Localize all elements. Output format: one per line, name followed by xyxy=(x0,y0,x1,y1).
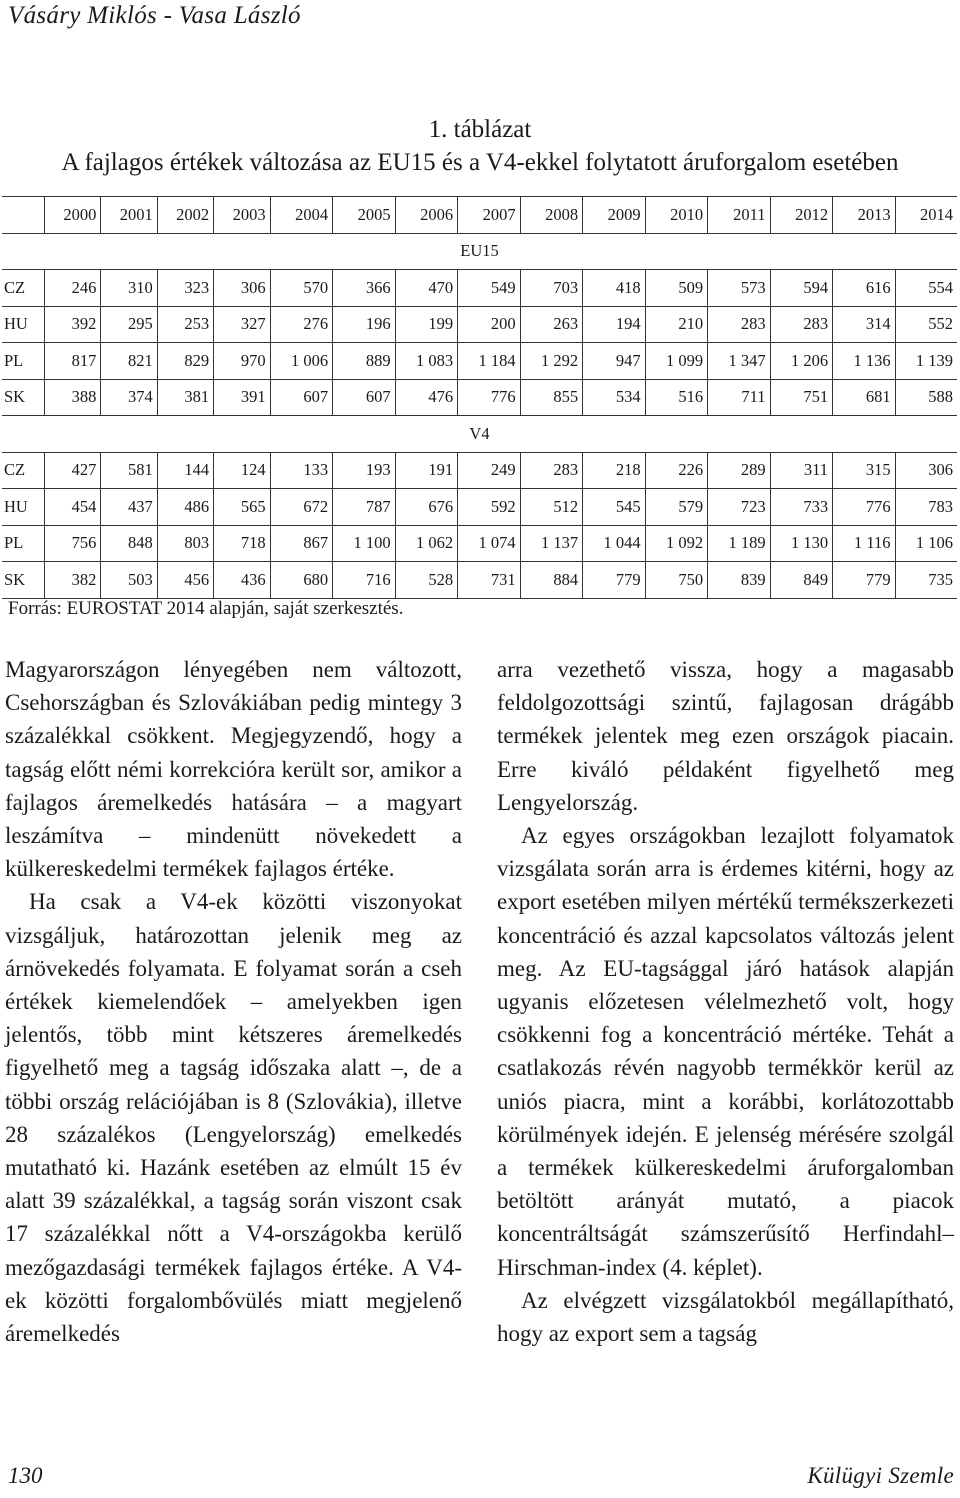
value-cell: 1 292 xyxy=(520,343,583,380)
value-cell: 779 xyxy=(833,562,896,599)
year-header: 2005 xyxy=(333,197,396,234)
value-cell: 382 xyxy=(45,562,101,599)
section-label: EU15 xyxy=(2,233,957,270)
country-code: HU xyxy=(2,306,45,343)
value-cell: 839 xyxy=(708,562,771,599)
value-cell: 607 xyxy=(270,379,333,416)
value-cell: 1 044 xyxy=(583,525,646,562)
value-cell: 1 137 xyxy=(520,525,583,562)
value-cell: 681 xyxy=(833,379,896,416)
value-cell: 1 139 xyxy=(895,343,957,380)
body-paragraph: Az elvégzett vizsgálatokból megállapítható, hogy az export sem a tagság xyxy=(497,1287,954,1347)
country-code: CZ xyxy=(2,270,45,307)
value-cell: 276 xyxy=(270,306,333,343)
year-header: 2002 xyxy=(157,197,213,234)
value-cell: 534 xyxy=(583,379,646,416)
value-cell: 718 xyxy=(214,525,270,562)
data-table xyxy=(2,196,957,599)
value-cell: 787 xyxy=(333,489,396,526)
value-cell: 579 xyxy=(645,489,708,526)
value-cell: 565 xyxy=(214,489,270,526)
value-cell: 723 xyxy=(708,489,771,526)
country-code: PL xyxy=(2,343,45,380)
year-header: 2014 xyxy=(895,197,957,234)
table-row xyxy=(2,452,957,489)
year-header: 2009 xyxy=(583,197,646,234)
value-cell: 124 xyxy=(214,452,270,489)
table-row xyxy=(2,562,957,599)
value-cell: 751 xyxy=(770,379,833,416)
value-cell: 392 xyxy=(45,306,101,343)
value-cell: 848 xyxy=(101,525,157,562)
year-header: 2011 xyxy=(708,197,771,234)
table-row xyxy=(2,489,957,526)
value-cell: 144 xyxy=(157,452,213,489)
value-cell: 592 xyxy=(458,489,521,526)
body-paragraph: Az egyes országokban lezajlott folyamatok vizsgálata során arra is érdemes kitérni, hogy az export esetében milyen mértékű termékszerkezeti koncentráció és azzal kapcsolatos változás jelent meg. Az EU-tagsággal járó hatások alapján ugyanis előzetesen vélelmezhető volt, hogy csökkenni fog a koncentráció mértéke. Tehát a csatlakozás révén nagyobb termékkör kerül az uniós piacra, mint a korábbi, korlátozottabb körülmények idején. E jelenség mérésére szolgál a termékek külkereskedelmi áruforgalomban betöltött arányát mutató, a piacok koncentráltságát számszerűsítő Herfindahl–Hirschman-index (4. képlet). xyxy=(497,823,954,1280)
value-cell: 456 xyxy=(157,562,213,599)
value-cell: 676 xyxy=(395,489,458,526)
country-code: PL xyxy=(2,525,45,562)
value-cell: 750 xyxy=(645,562,708,599)
value-cell: 783 xyxy=(895,489,957,526)
year-header: 2001 xyxy=(101,197,157,234)
value-cell: 306 xyxy=(895,452,957,489)
value-cell: 391 xyxy=(214,379,270,416)
value-cell: 218 xyxy=(583,452,646,489)
value-cell: 246 xyxy=(45,270,101,307)
value-cell: 374 xyxy=(101,379,157,416)
value-cell: 427 xyxy=(45,452,101,489)
value-cell: 311 xyxy=(770,452,833,489)
value-cell: 306 xyxy=(214,270,270,307)
value-cell: 437 xyxy=(101,489,157,526)
value-cell: 803 xyxy=(157,525,213,562)
value-cell: 1 006 xyxy=(270,343,333,380)
value-cell: 315 xyxy=(833,452,896,489)
body-paragraph: Magyarországon lényegében nem változott, Csehországban és Szlovákiában pedig mintegy 3 százalékkal csökkent. Megjegyzendő, hogy a tagság előtt némi korrekcióra került sor, amikor a fajlagos áremelkedés hatására – a magyart leszámítva – mindenütt növekedett a külkereskedelmi termékek fajlagos értéke. xyxy=(5,657,462,882)
value-cell: 947 xyxy=(583,343,646,380)
value-cell: 226 xyxy=(645,452,708,489)
value-cell: 388 xyxy=(45,379,101,416)
value-cell: 616 xyxy=(833,270,896,307)
table-caption xyxy=(0,113,960,179)
table-row xyxy=(2,343,957,380)
year-header: 2010 xyxy=(645,197,708,234)
value-cell: 1 116 xyxy=(833,525,896,562)
value-cell: 366 xyxy=(333,270,396,307)
table-row xyxy=(2,379,957,416)
value-cell: 821 xyxy=(101,343,157,380)
value-cell: 756 xyxy=(45,525,101,562)
value-cell: 829 xyxy=(157,343,213,380)
value-cell: 210 xyxy=(645,306,708,343)
value-cell: 779 xyxy=(583,562,646,599)
value-cell: 516 xyxy=(645,379,708,416)
table-row xyxy=(2,270,957,307)
value-cell: 1 184 xyxy=(458,343,521,380)
table-corner-cell xyxy=(2,197,45,234)
value-cell: 581 xyxy=(101,452,157,489)
value-cell: 1 347 xyxy=(708,343,771,380)
table-row xyxy=(2,306,957,343)
value-cell: 253 xyxy=(157,306,213,343)
value-cell: 528 xyxy=(395,562,458,599)
value-cell: 680 xyxy=(270,562,333,599)
journal-name: Külügyi Szemle xyxy=(807,1463,954,1488)
value-cell: 594 xyxy=(770,270,833,307)
value-cell: 454 xyxy=(45,489,101,526)
country-code: SK xyxy=(2,562,45,599)
value-cell: 512 xyxy=(520,489,583,526)
value-cell: 588 xyxy=(895,379,957,416)
value-cell: 735 xyxy=(895,562,957,599)
value-cell: 295 xyxy=(101,306,157,343)
section-header-row xyxy=(2,233,957,270)
value-cell: 476 xyxy=(395,379,458,416)
page-number: 130 xyxy=(8,1463,43,1488)
value-cell: 889 xyxy=(333,343,396,380)
value-cell: 1 083 xyxy=(395,343,458,380)
value-cell: 193 xyxy=(333,452,396,489)
value-cell: 849 xyxy=(770,562,833,599)
value-cell: 314 xyxy=(833,306,896,343)
table-header-row xyxy=(2,197,957,234)
value-cell: 199 xyxy=(395,306,458,343)
value-cell: 731 xyxy=(458,562,521,599)
value-cell: 133 xyxy=(270,452,333,489)
value-cell: 884 xyxy=(520,562,583,599)
table-number: 1. táblázat xyxy=(428,116,532,143)
year-header: 2003 xyxy=(214,197,270,234)
value-cell: 1 189 xyxy=(708,525,771,562)
value-cell: 607 xyxy=(333,379,396,416)
value-cell: 194 xyxy=(583,306,646,343)
value-cell: 570 xyxy=(270,270,333,307)
value-cell: 249 xyxy=(458,452,521,489)
value-cell: 381 xyxy=(157,379,213,416)
value-cell: 1 062 xyxy=(395,525,458,562)
table-row xyxy=(2,525,957,562)
value-cell: 573 xyxy=(708,270,771,307)
country-code: CZ xyxy=(2,452,45,489)
year-header: 2012 xyxy=(770,197,833,234)
value-cell: 552 xyxy=(895,306,957,343)
value-cell: 418 xyxy=(583,270,646,307)
value-cell: 503 xyxy=(101,562,157,599)
value-cell: 716 xyxy=(333,562,396,599)
value-cell: 703 xyxy=(520,270,583,307)
value-cell: 283 xyxy=(708,306,771,343)
value-cell: 470 xyxy=(395,270,458,307)
value-cell: 554 xyxy=(895,270,957,307)
value-cell: 327 xyxy=(214,306,270,343)
value-cell: 733 xyxy=(770,489,833,526)
value-cell: 1 099 xyxy=(645,343,708,380)
value-cell: 1 100 xyxy=(333,525,396,562)
value-cell: 1 092 xyxy=(645,525,708,562)
year-header: 2004 xyxy=(270,197,333,234)
value-cell: 436 xyxy=(214,562,270,599)
value-cell: 855 xyxy=(520,379,583,416)
value-cell: 672 xyxy=(270,489,333,526)
country-code: SK xyxy=(2,379,45,416)
value-cell: 509 xyxy=(645,270,708,307)
value-cell: 1 136 xyxy=(833,343,896,380)
body-paragraph: arra vezethető vissza, hogy a magasabb feldolgozottsági szintű, fajlagosan drágább termékek jelentek meg ezen országok piacain. Erre kiváló példaként figyelhető meg Lengyelország. xyxy=(497,657,954,815)
value-cell: 310 xyxy=(101,270,157,307)
value-cell: 191 xyxy=(395,452,458,489)
body-paragraph: Ha csak a V4-ek közötti viszonyokat vizsgáljuk, határozottan jelenik meg az árnövekedés folyamata. E folyamat során a cseh értékek kiemelendőek – amelyekben igen jelentős, több mint kétszeres áremelkedés figyelhető meg a tagság időszaka alatt –, de a többi ország relációjában is 8 (Szlovákia), illetve 28 százalékos (Lengyelország) emelkedés mutatható ki. Hazánk esetében az elmúlt 15 év alatt 39 százalékkal, a tagság során viszont csak 17 százalékkal nőtt a V4-országokba kerülő mezőgazdasági termékek fajlagos értéke. A V4-ek közötti forgalombővülés miatt megjelenő áremelkedés xyxy=(5,889,462,1347)
value-cell: 486 xyxy=(157,489,213,526)
value-cell: 549 xyxy=(458,270,521,307)
value-cell: 1 074 xyxy=(458,525,521,562)
section-label: V4 xyxy=(2,416,957,453)
value-cell: 776 xyxy=(458,379,521,416)
value-cell: 545 xyxy=(583,489,646,526)
value-cell: 867 xyxy=(270,525,333,562)
value-cell: 200 xyxy=(458,306,521,343)
value-cell: 283 xyxy=(770,306,833,343)
body-column-right xyxy=(497,653,954,1350)
value-cell: 1 206 xyxy=(770,343,833,380)
year-header: 2000 xyxy=(45,197,101,234)
year-header: 2007 xyxy=(458,197,521,234)
year-header: 2006 xyxy=(395,197,458,234)
section-header-row xyxy=(2,416,957,453)
country-code: HU xyxy=(2,489,45,526)
value-cell: 323 xyxy=(157,270,213,307)
value-cell: 970 xyxy=(214,343,270,380)
value-cell: 263 xyxy=(520,306,583,343)
value-cell: 1 130 xyxy=(770,525,833,562)
body-column-left xyxy=(5,653,462,1350)
running-header-author: Vásáry Miklós - Vasa László xyxy=(8,2,301,29)
year-header: 2008 xyxy=(520,197,583,234)
year-header: 2013 xyxy=(833,197,896,234)
value-cell: 1 106 xyxy=(895,525,957,562)
value-cell: 283 xyxy=(520,452,583,489)
value-cell: 711 xyxy=(708,379,771,416)
value-cell: 289 xyxy=(708,452,771,489)
value-cell: 196 xyxy=(333,306,396,343)
table-source-note: Forrás: EUROSTAT 2014 alapján, saját szerkesztés. xyxy=(8,598,404,619)
value-cell: 776 xyxy=(833,489,896,526)
table-title: A fajlagos értékek változása az EU15 és a V4-ekkel folytatott áruforgalom esetében xyxy=(61,149,899,176)
value-cell: 817 xyxy=(45,343,101,380)
